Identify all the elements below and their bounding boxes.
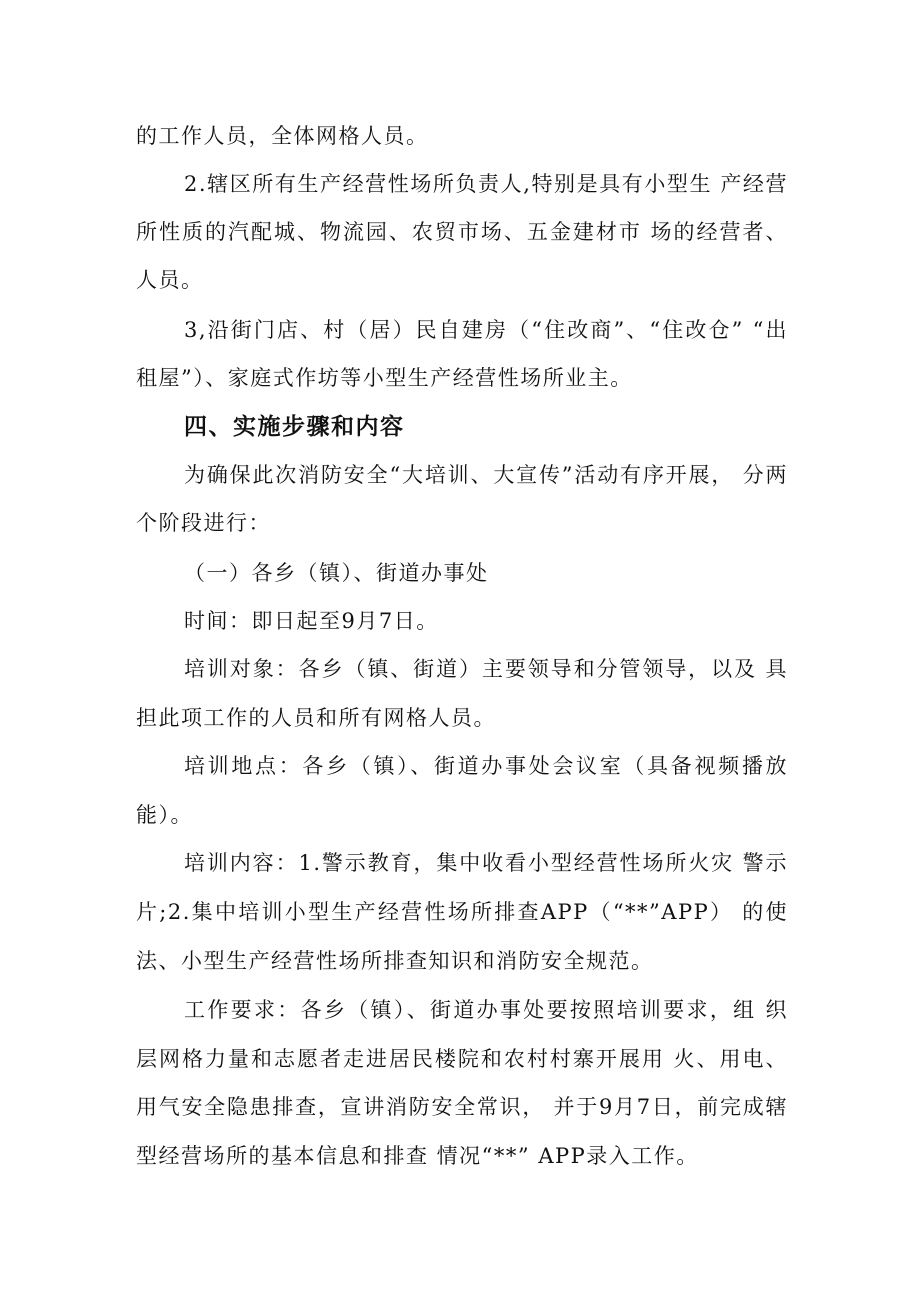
text-line-6: 租屋”）、家庭式作坊等小型生产经营性场所业主。 xyxy=(136,366,633,390)
text-line-9: 个阶段进行： xyxy=(136,511,271,535)
text-line-3: 所性质的汽配城、物流园、农贸市场、五金建材市 场的经营者、 xyxy=(136,220,788,244)
subsection-heading: （一）各乡（镇）、街道办事处 xyxy=(184,561,489,585)
text-line-8: 为确保此次消防安全“大培训、大宣传”活动有序开展， 分两 xyxy=(184,463,788,487)
text-line-12: 培训对象：各乡（镇、街道）主要领导和分管领导，以及 具 xyxy=(184,657,788,681)
text-line-19: 工作要求：各乡（镇）、街道办事处要按照培训要求，组 织 xyxy=(184,998,788,1022)
text-line-21: 用气安全隐患排查，宣讲消防安全常识， 并于9月7日，前完成辖 xyxy=(136,1095,788,1119)
text-line-18: 法、小型生产经营性场所排查知识和消防安全规范。 xyxy=(136,949,654,973)
text-line-5: 3,沿街门店、村（居）民自建房（“住改商”、“住改仓” “出 xyxy=(184,318,788,342)
text-line-15: 能）。 xyxy=(136,803,193,827)
text-line-4: 人员。 xyxy=(136,268,204,292)
text-line-20: 层网格力量和志愿者走进居民楼院和农村村寨开展用 火、用电、 xyxy=(136,1047,788,1071)
text-line-2: 2.辖区所有生产经营性场所负责人,特别是具有小型生 产经营 xyxy=(184,172,788,196)
text-line-13: 担此项工作的人员和所有网格人员。 xyxy=(136,706,496,730)
text-line-14: 培训地点：各乡（镇）、街道办事处会议室（具备视频播放 xyxy=(184,754,788,778)
text-line-17: 片;2.集中培训小型生产经营性场所排查APP（“**”APP） 的使 xyxy=(136,900,788,924)
text-line-1: 的工作人员，全体网格人员。 xyxy=(136,124,429,148)
text-line-16: 培训内容：1.警示教育，集中收看小型经营性场所火灾 警示 xyxy=(184,851,788,875)
text-line-22: 型经营场所的基本信息和排查 情况“**” APP录入工作。 xyxy=(136,1144,699,1168)
section-heading: 四、实施步骤和内容 xyxy=(184,414,405,440)
text-line-11: 时间：即日起至9月7日。 xyxy=(184,609,439,633)
